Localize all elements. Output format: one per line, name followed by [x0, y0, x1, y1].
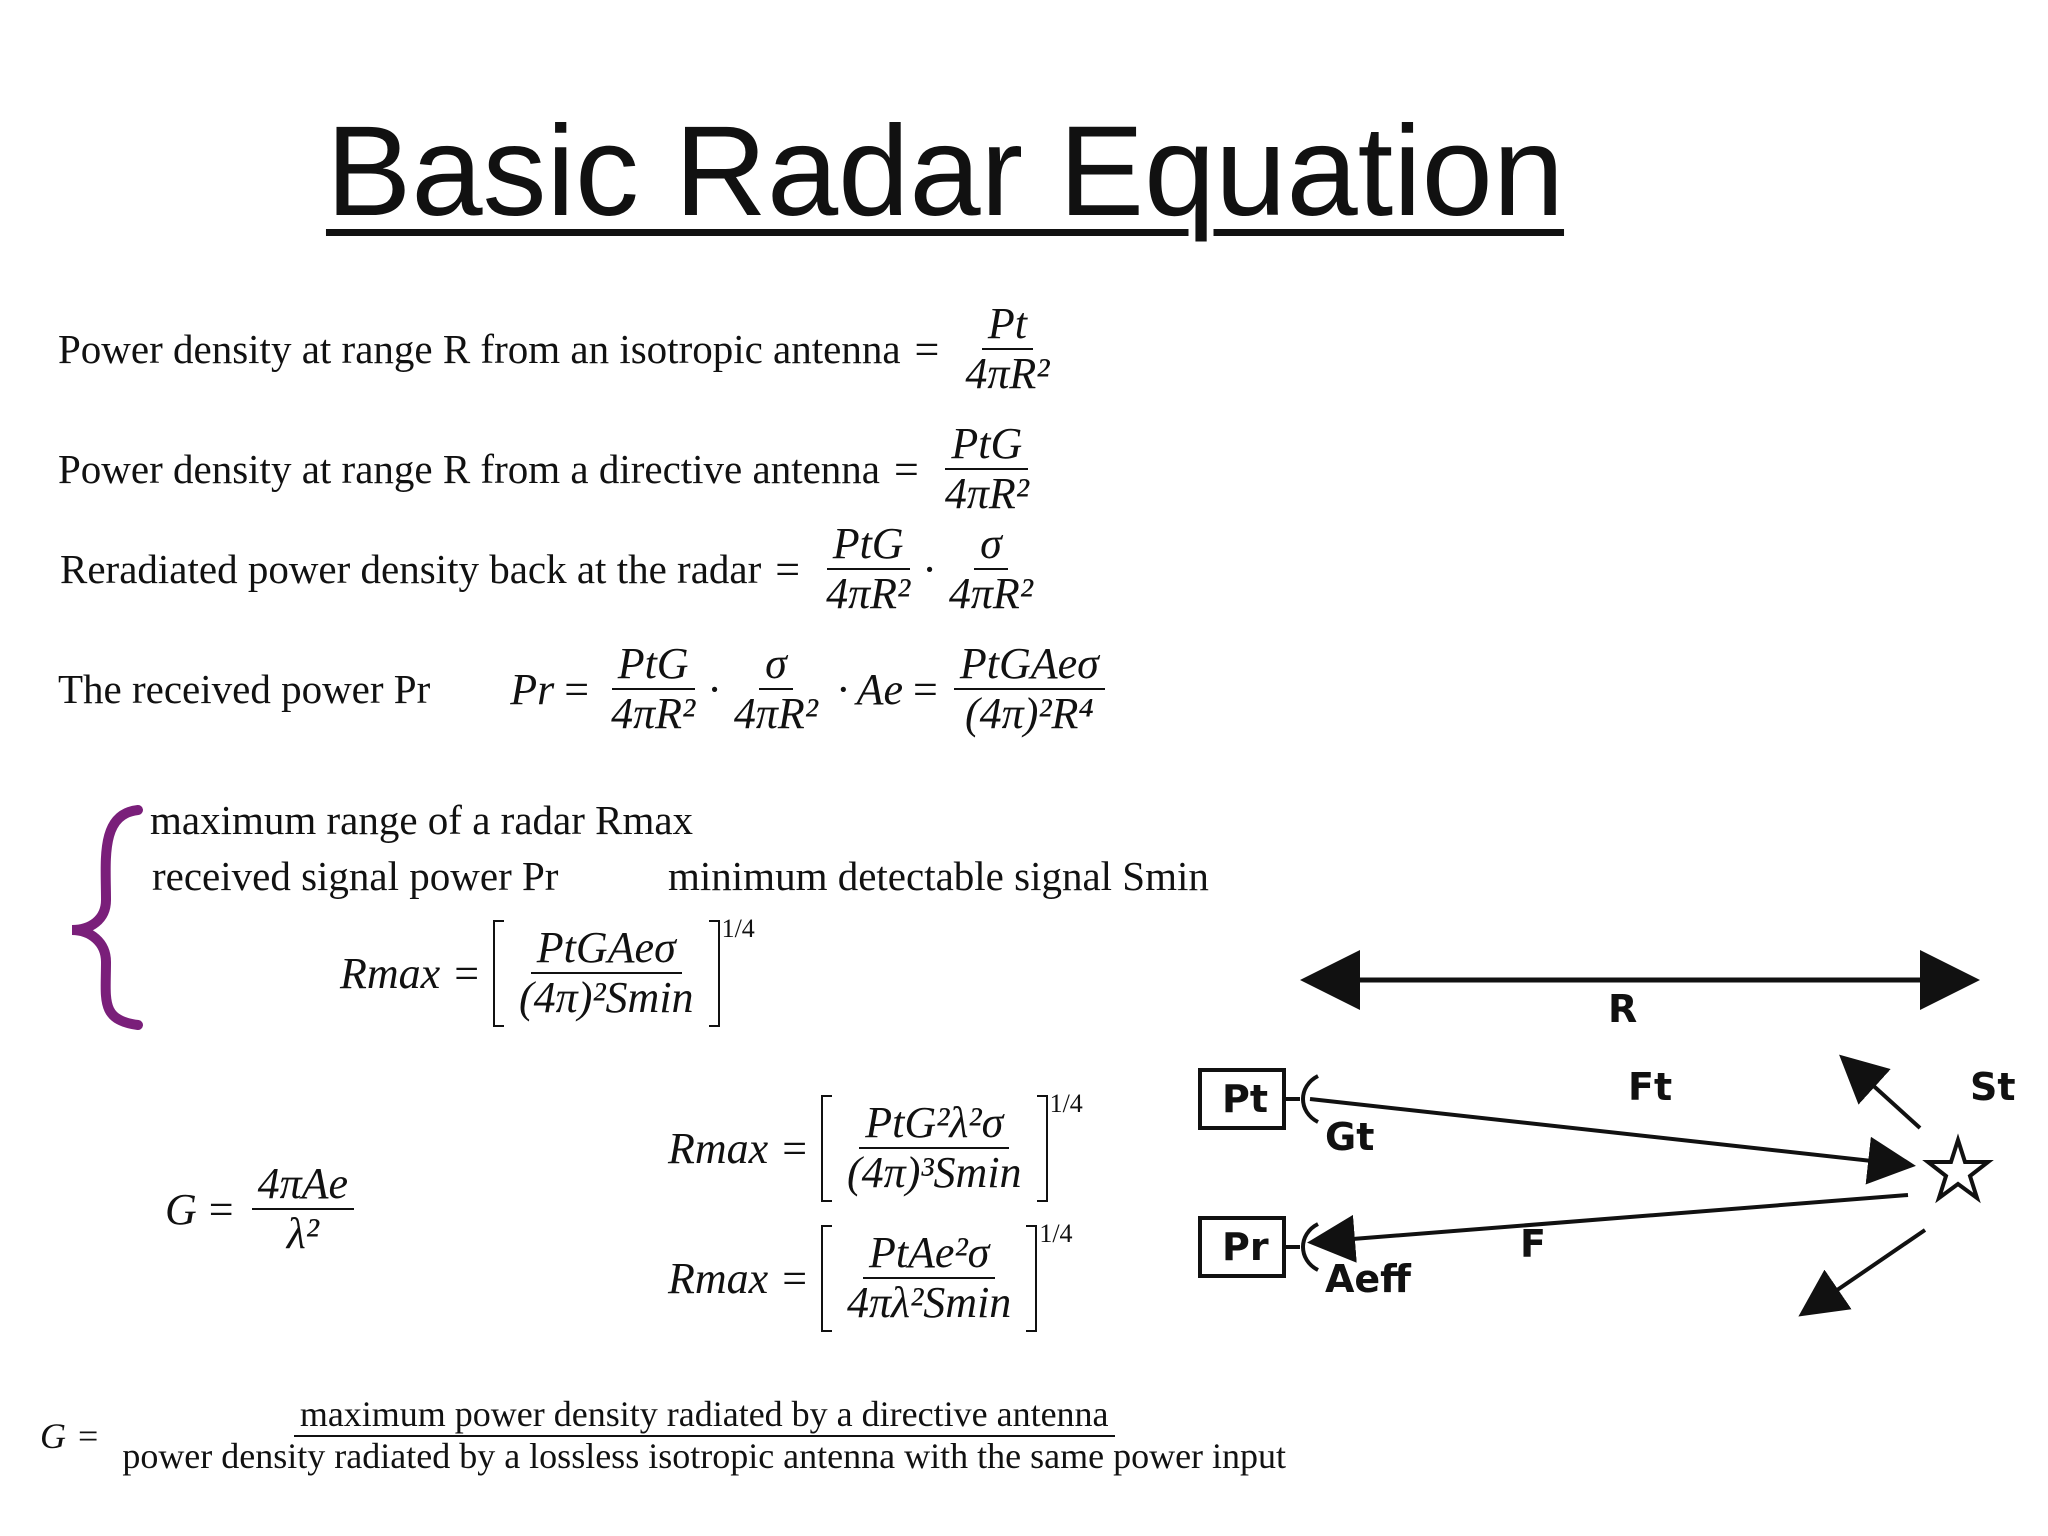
gain-lhs: G: [165, 1184, 197, 1234]
reradiated-fraction-1: [820, 520, 916, 619]
tx-gain-label: Gt: [1325, 1115, 1375, 1159]
radar-geometry-diagram: [1180, 950, 2030, 1350]
received-fraction-1: [605, 640, 701, 739]
slide-title: Basic Radar Equation: [325, 100, 1565, 243]
return-ray: [1315, 1195, 1908, 1242]
target-label: St: [1970, 1065, 2016, 1109]
directive-label: Power density at range R from a directive antenna: [58, 446, 880, 493]
isotropic-label: Power density at range R from an isotropic antenna: [58, 326, 901, 373]
received-power-equation: The received power Pr Pr = $\frac{\text{PtG}}{\text{4πR²}}$ · $\frac{\sigma}{\text{4πR²}}$ · Ae = $\frac{\text{PtGAeσ}}{\text{(4π)²R⁴}}$: [58, 640, 1111, 739]
range-label: R: [1608, 987, 1638, 1031]
rmax-3-numerator: PtAe²σ: [863, 1229, 995, 1279]
gain-fraction: [252, 1160, 354, 1259]
gain-def-fraction: [116, 1395, 1292, 1476]
rmax-2-power: 1/4: [1049, 1089, 1083, 1118]
rmax-1-fraction: [513, 924, 700, 1023]
received-numerator-3: PtGAeσ: [954, 640, 1105, 690]
received-numerator-2: σ: [759, 640, 793, 690]
rmax-1-power: 1/4: [721, 914, 755, 943]
reradiated-fraction-2: [943, 520, 1039, 619]
gain-numerator: 4πAe: [252, 1160, 354, 1210]
isotropic-denominator: 4πR²: [965, 349, 1050, 399]
directive-numerator: PtG: [945, 420, 1028, 470]
rmax-3-fraction: [841, 1229, 1017, 1328]
rmax-1-denominator: (4π)²Smin: [519, 973, 694, 1023]
transmitter-label: Pt: [1222, 1077, 1269, 1121]
reradiated-equation: Reradiated power density back at the radar = $\frac{\text{PtG}}{\text{4πR²}}$ · $\frac{\sigma}{\text{4πR²}}$: [60, 520, 1045, 619]
isotropic-fraction: [959, 300, 1055, 399]
gain-equation: G = $\frac{\text{4πAe}}{\text{λ²}}$: [165, 1160, 360, 1259]
received-denominator-3: (4π)²R⁴: [965, 689, 1094, 739]
gain-def-lhs: G: [40, 1415, 66, 1456]
rmax-2-lhs: Rmax: [668, 1123, 769, 1173]
forward-ray: [1310, 1099, 1908, 1165]
directive-equation: Power density at range R from a directive antenna = $\frac{\text{PtG}}{\text{4πR²}}$: [58, 420, 1041, 519]
receiver-label: Pr: [1222, 1225, 1269, 1269]
reradiated-denominator-2: 4πR²: [948, 569, 1033, 619]
min-signal-line: minimum detectable signal Smin: [668, 853, 1209, 899]
scatter-arrow-down: [1805, 1230, 1925, 1312]
gain-definition-equation: G = maximum power density radiated by a directive antenna power density radiated by a lossless isotropic antenna with the same power input: [40, 1395, 1298, 1476]
isotropic-equation: Power density at range R from an isotropic antenna = $\frac{Pt}{\text{4πR²}}$: [58, 300, 1062, 399]
rmax-1-lhs: Rmax: [340, 948, 441, 998]
curly-brace-icon: [60, 800, 150, 1030]
reradiated-numerator-1: PtG: [827, 520, 910, 570]
received-label: The received power Pr: [58, 666, 431, 713]
reradiated-numerator-2: σ: [974, 520, 1008, 570]
received-denominator-2: 4πR²: [733, 689, 818, 739]
rx-aperture-label: Aeff: [1325, 1257, 1411, 1301]
isotropic-numerator: Pt: [982, 300, 1033, 350]
rmax-equation-1: Rmax = $\frac{\text{PtGAeσ}}{\text{(4π)²Smin}}$ 1/4: [340, 920, 755, 1027]
received-fraction-3: [954, 640, 1105, 739]
gain-def-numerator: maximum power density radiated by a directive antenna: [294, 1395, 1115, 1437]
received-numerator-1: PtG: [612, 640, 695, 690]
rmax-3-power: 1/4: [1039, 1219, 1073, 1248]
rmax-3-denominator: 4πλ²Smin: [847, 1278, 1012, 1328]
scatter-arrow-up: [1845, 1060, 1920, 1128]
max-range-line: maximum range of a radar Rmax: [150, 797, 694, 843]
directive-fraction: [939, 420, 1035, 519]
received-lhs: Pr: [510, 664, 555, 714]
rmax-equation-3: Rmax = $\frac{\text{PtAe²σ}}{\text{4πλ²Smin}}$ 1/4: [668, 1225, 1073, 1332]
gain-denominator: λ²: [286, 1209, 319, 1259]
rmax-3-lhs: Rmax: [668, 1253, 769, 1303]
rmax-2-denominator: (4π)³Smin: [847, 1148, 1022, 1198]
forward-label: Ft: [1628, 1065, 1673, 1109]
directive-denominator: 4πR²: [944, 469, 1029, 519]
reradiated-label: Reradiated power density back at the radar: [60, 546, 762, 593]
reradiated-denominator-1: 4πR²: [826, 569, 911, 619]
received-fraction-2: [728, 640, 824, 739]
received-signal-line: received signal power Pr: [152, 853, 559, 899]
rmax-1-numerator: PtGAeσ: [531, 924, 682, 974]
return-label: F: [1520, 1222, 1546, 1266]
received-aperture: Ae: [856, 664, 904, 714]
rx-antenna-icon: [1303, 1224, 1318, 1270]
rmax-2-numerator: PtG²λ²σ: [859, 1099, 1009, 1149]
gain-def-denominator: power density radiated by a lossless isotropic antenna with the same power input: [122, 1435, 1287, 1476]
rmax-equation-2: Rmax = $\frac{\text{PtG²λ²σ}}{\text{(4π)³Smin}}$ 1/4: [668, 1095, 1083, 1202]
rmax-2-fraction: [841, 1099, 1028, 1198]
star-icon: [1928, 1140, 1988, 1198]
received-denominator-1: 4πR²: [611, 689, 696, 739]
